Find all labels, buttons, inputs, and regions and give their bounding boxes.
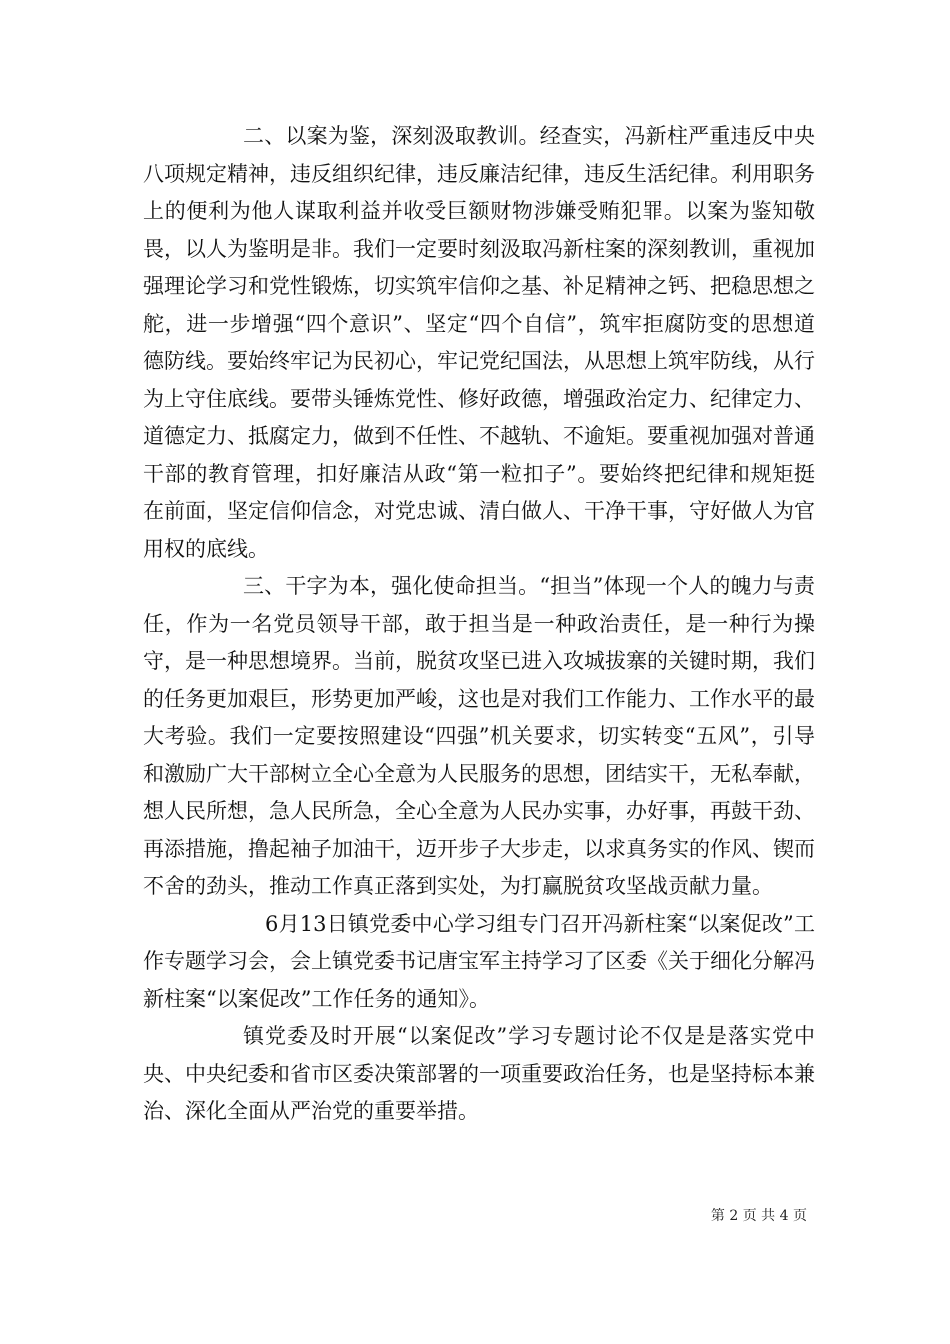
paragraph-discussion: 镇党委及时开展“以案促改”学习专题讨论不仅是是落实党中央、中央纪委和省市区委决策部署的一项重要政治任务，也是坚持标本兼治、深化全面从严治党的重要举措。 bbox=[143, 1024, 815, 1123]
paragraph-responsibility: 三、干字为本，强化使命担当。“担当”体现一个人的魄力与责任，作为一名党员领导干部，敢于担当是一种政治责任，是一种行为操守，是一种思想境界。当前，脱贫攻坚已进入攻城拔寨的关键时期，我们的任务更加艰巨，形势更加严峻，这也是对我们工作能力、工作水平的最大考验。我们一定要按照建设“四强”机关要求，切实转变“五风”，引导和激励广大干部树立全心全意为人民服务的思想，团结实干，无私奉献，想人民所想，急人民所急，全心全意为人民办实事，办好事，再鼓干劲、再添措施，撸起袖子加油干，迈开步子大步走，以求真务实的作风、锲而不舍的劲头，推动工作真正落到实处，为打赢脱贫攻坚战贡献力量。 bbox=[143, 574, 815, 898]
paragraph-lessons: 二、以案为鉴，深刻汲取教训。经查实，冯新柱严重违反中央八项规定精神，违反组织纪律，违反廉洁纪律，违反生活纪律。利用职务上的便利为他人谋取利益并收受巨额财物涉嫌受贿犯罪。以案为鉴知敬畏，以人为鉴明是非。我们一定要时刻汲取冯新柱案的深刻教训，重视加强理论学习和党性锻炼，切实筑牢信仰之基、补足精神之钙、把稳思想之舵，进一步增强“四个意识”、坚定“四个自信”，筑牢拒腐防变的思想道德防线。要始终牢记为民初心，牢记党纪国法，从思想上筑牢防线，从行为上守住底线。要带头锤炼党性、修好政德，增强政治定力、纪律定力、道德定力、抵腐定力，做到不任性、不越轨、不逾矩。要重视加强对普通干部的教育管理，扣好廉洁从政“第一粒扣子”。要始终把纪律和规矩挺在前面，坚定信仰信念，对党忠诚、清白做人、干净干事，守好做人为官用权的底线。 bbox=[143, 124, 815, 561]
page-number: 第 2 页 共 4 页 bbox=[710, 1208, 807, 1224]
paragraph-study-meeting: 6月13日镇党委中心学习组专门召开冯新柱案“以案促改”工作专题学习会，会上镇党委书记唐宝军主持学习了区委《关于细化分解冯新柱案“以案促改”工作任务的通知》。 bbox=[143, 911, 815, 1011]
document-body bbox=[143, 118, 815, 1131]
